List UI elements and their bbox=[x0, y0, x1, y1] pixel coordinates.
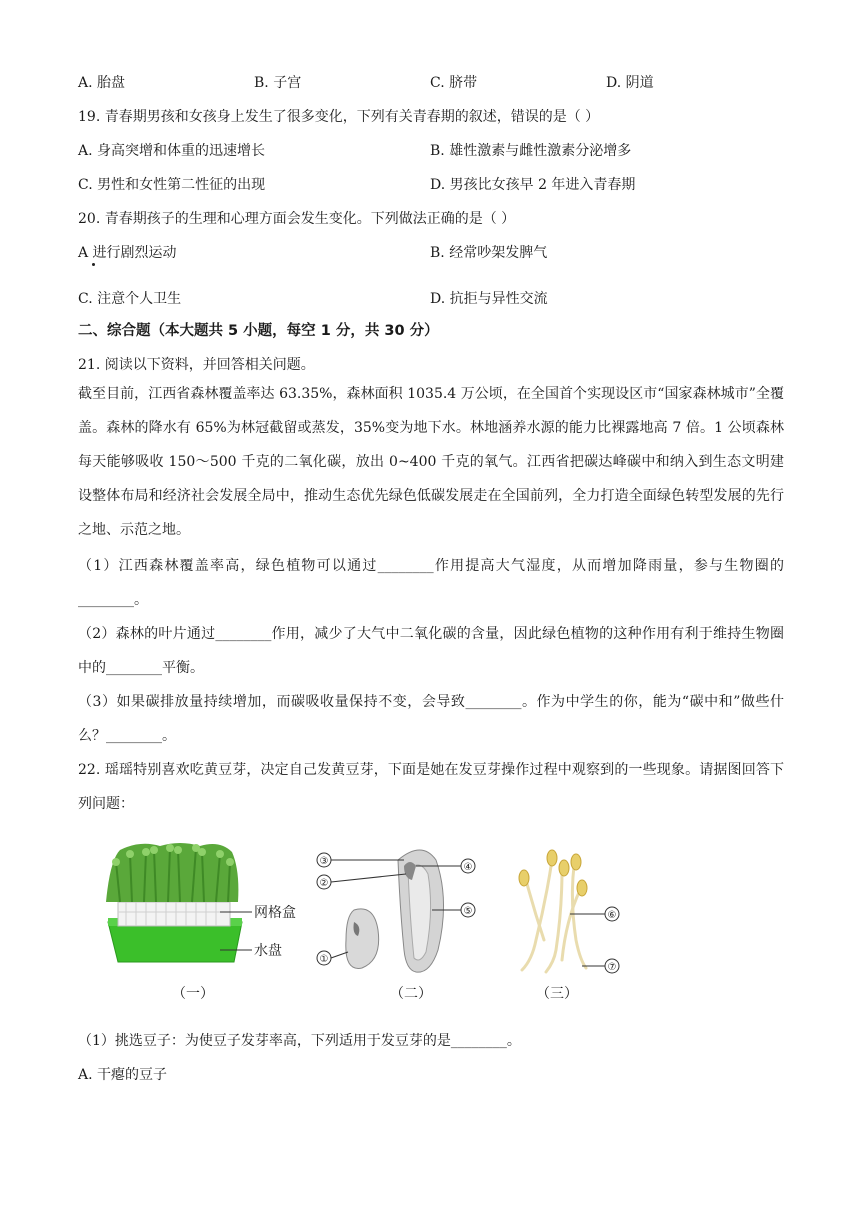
q22-stem: 22. 瑶瑶特别喜欢吃黄豆芽，决定自己发黄豆芽，下面是她在发豆芽操作过程中观察到的一些现象。请据图回答下列问题： bbox=[78, 762, 784, 812]
water-tray bbox=[108, 922, 242, 962]
q18-option-c: C. 脐带 bbox=[430, 75, 478, 91]
q21-stem: 21. 阅读以下资料，并回答相关问题。 bbox=[78, 357, 315, 373]
q22-sub1: （1）挑选豆子：为使豆子发芽率高，下列适用于发豆芽的是________。 bbox=[78, 1033, 521, 1049]
marker-6: ⑥ bbox=[607, 910, 617, 921]
section-title: 二、综合题（本大题共 5 小题，每空 1 分，共 30 分） bbox=[78, 323, 439, 339]
q19-option-b: B. 雄性激素与雌性激素分泌增多 bbox=[430, 143, 632, 159]
q21-sub1: （1）江西森林覆盖率高，绿色植物可以通过________作用提高大气湿度，从而增加降雨量，参与生物圈的________。 bbox=[78, 558, 784, 608]
germination-figure bbox=[496, 840, 646, 980]
q19-stem: 19. 青春期男孩和女孩身上发生了很多变化，下列有关青春期的叙述，错误的是（ ） bbox=[78, 109, 600, 125]
q18-option-b: B. 子宫 bbox=[254, 75, 302, 91]
marker-1: ① bbox=[319, 954, 329, 965]
caption-figure-2: （二） bbox=[390, 986, 432, 1002]
label-water-tray: 水盘 bbox=[254, 943, 282, 959]
q20-stem: 20. 青春期孩子的生理和心理方面会发生变化。下列做法正确的是（ ） bbox=[78, 211, 516, 227]
sprout-tray-figure bbox=[100, 840, 300, 975]
marker-5: ⑤ bbox=[463, 906, 473, 917]
small-bean bbox=[346, 909, 379, 969]
marker-7: ⑦ bbox=[607, 962, 617, 973]
q20-option-a: A 进行剧烈运动 bbox=[78, 245, 177, 261]
q21-sub2: （2）森林的叶片通过________作用，减少了大气中二氧化碳的含量，因此绿色植物的这种作用有利于维持生物圈中的________平衡。 bbox=[78, 626, 784, 676]
q18-option-a: A. 胎盘 bbox=[78, 75, 126, 91]
bean-seed-figure bbox=[312, 840, 492, 980]
grid-box bbox=[118, 902, 230, 926]
marker-3: ③ bbox=[319, 856, 329, 867]
q20-option-b: B. 经常吵架发脾气 bbox=[430, 245, 548, 261]
q19-option-d: D. 男孩比女孩早 2 年进入青春期 bbox=[430, 177, 636, 193]
q21-material: 截至目前，江西省森林覆盖率达 63.35%，森林面积 1035.4 万公顷，在全国首个实现设区市“国家森林城市”全覆盖。森林的降水有 65%为林冠截留或蒸发，35%变为地下水。林地涵养水源的能力比裸露地高 7 倍。1 公顷森林每天能够吸收 150～500 千克的二氧化碳，放出 0~400 千克的氧气。江西省把碳达峰碳中和纳入到生态文明建设整体布局和经济社会发展全局中，推动生态优先绿色低碳发展走在全国前列，全力打造全面绿色转型发展的先行之地、示范之地。 bbox=[78, 386, 784, 538]
q20-option-c: C. 注意个人卫生 bbox=[78, 291, 182, 307]
marker-4: ④ bbox=[463, 862, 473, 873]
q20-option-d: D. 抗拒与异性交流 bbox=[430, 291, 548, 307]
q18-option-d: D. 阴道 bbox=[606, 75, 654, 91]
q21-sub3: （3）如果碳排放量持续增加，而碳吸收量保持不变，会导致________。作为中学生的你，能为“碳中和”做些什么？________。 bbox=[78, 694, 784, 744]
emphasis-dot bbox=[92, 263, 95, 266]
marker-2: ② bbox=[319, 878, 329, 889]
q19-option-c: C. 男性和女性第二性征的出现 bbox=[78, 177, 266, 193]
q22-option-a: A. 干瘪的豆子 bbox=[78, 1067, 168, 1083]
caption-figure-1: （一） bbox=[172, 986, 214, 1002]
caption-figure-3: （三） bbox=[536, 986, 578, 1002]
label-grid-box: 网格盒 bbox=[254, 905, 296, 921]
q19-option-a: A. 身高突增和体重的迅速增长 bbox=[78, 143, 266, 159]
